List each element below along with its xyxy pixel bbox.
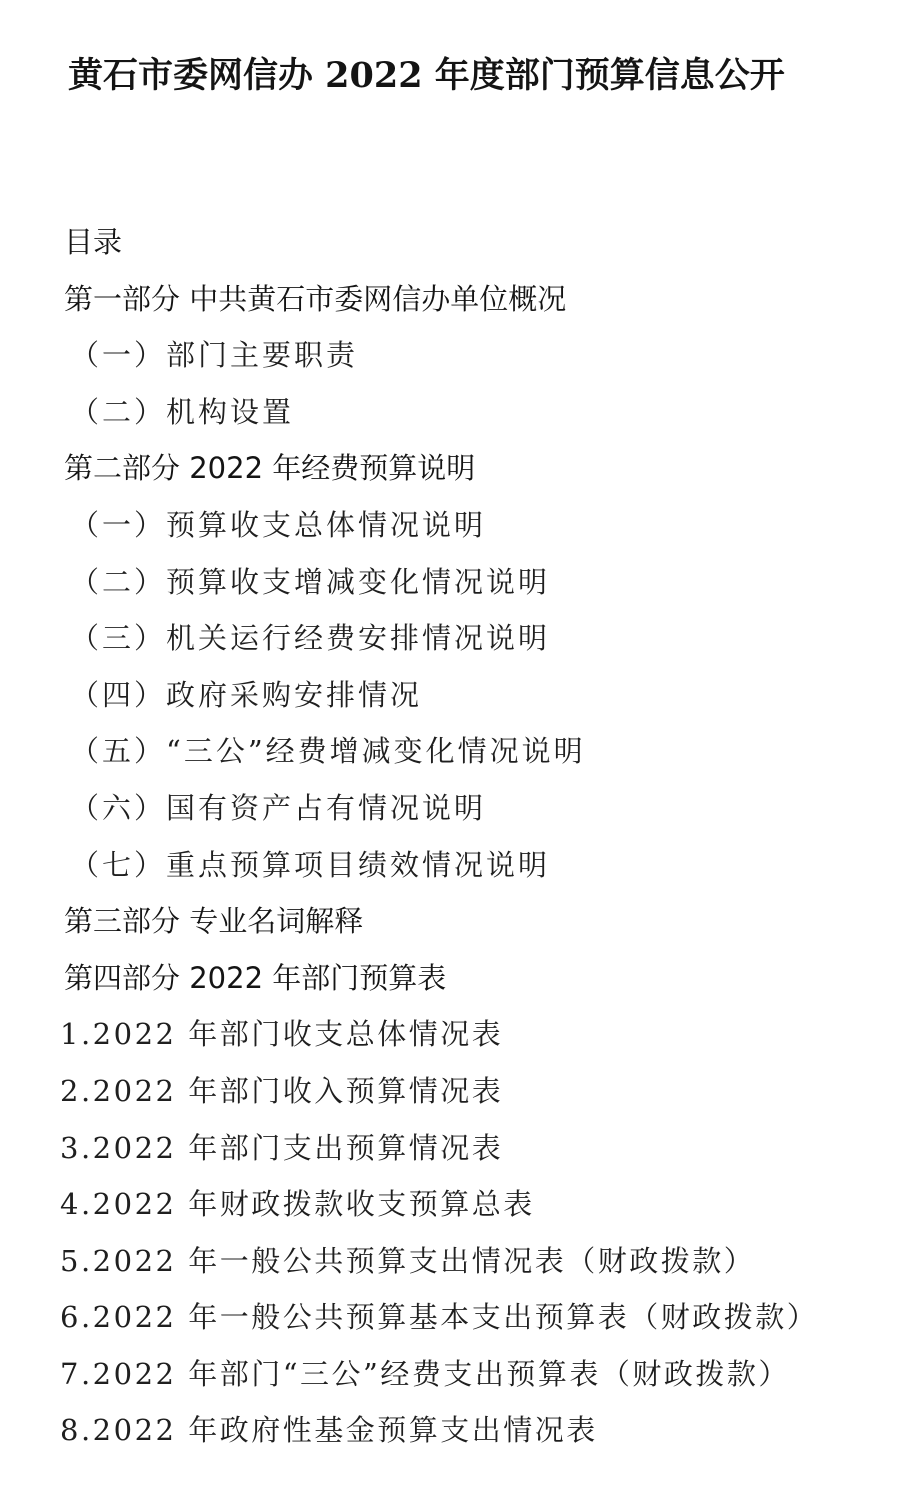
toc-item[interactable]: （一）预算收支总体情况说明 xyxy=(70,507,487,542)
toc-part-2[interactable]: 第二部分 2022 年经费预算说明 xyxy=(64,451,476,486)
toc-part-1[interactable]: 第一部分 中共黄石市委网信办单位概况 xyxy=(64,281,567,316)
toc-table-item[interactable]: 5.2022 年一般公共预算支出情况表（财政拨款） xyxy=(60,1243,756,1278)
toc-table-item[interactable]: 3.2022 年部门支出预算情况表 xyxy=(60,1130,504,1165)
toc-item[interactable]: （七）重点预算项目绩效情况说明 xyxy=(70,847,551,882)
toc-item[interactable]: （六）国有资产占有情况说明 xyxy=(70,790,487,825)
toc-item[interactable]: （一）部门主要职责 xyxy=(70,338,359,373)
toc-item[interactable]: （四）政府采购安排情况 xyxy=(70,677,423,712)
document-title: 黄石市委网信办 2022 年度部门预算信息公开 xyxy=(68,55,785,96)
toc-table-item[interactable]: 8.2022 年政府性基金预算支出情况表 xyxy=(60,1413,598,1448)
toc-item[interactable]: （五）“三公”经费增减变化情况说明 xyxy=(70,734,586,769)
toc-table-item[interactable]: 6.2022 年一般公共预算基本支出预算表（财政拨款） xyxy=(60,1300,819,1335)
toc-item[interactable]: （二）预算收支增减变化情况说明 xyxy=(70,564,551,599)
toc-table-item[interactable]: 4.2022 年财政拨款收支预算总表 xyxy=(60,1187,535,1222)
toc-part-3[interactable]: 第三部分 专业名词解释 xyxy=(64,904,364,939)
toc-table-item[interactable]: 7.2022 年部门“三公”经费支出预算表（财政拨款） xyxy=(60,1356,790,1391)
toc-item[interactable]: （二）机构设置 xyxy=(70,394,295,429)
toc-item[interactable]: （三）机关运行经费安排情况说明 xyxy=(70,621,551,656)
toc-heading: 目录 xyxy=(64,225,123,259)
toc-part-4[interactable]: 第四部分 2022 年部门预算表 xyxy=(64,960,447,995)
toc-table-item[interactable]: 1.2022 年部门收支总体情况表 xyxy=(60,1017,504,1052)
table-of-contents xyxy=(0,214,900,1459)
toc-table-item[interactable]: 2.2022 年部门收入预算情况表 xyxy=(60,1073,504,1108)
